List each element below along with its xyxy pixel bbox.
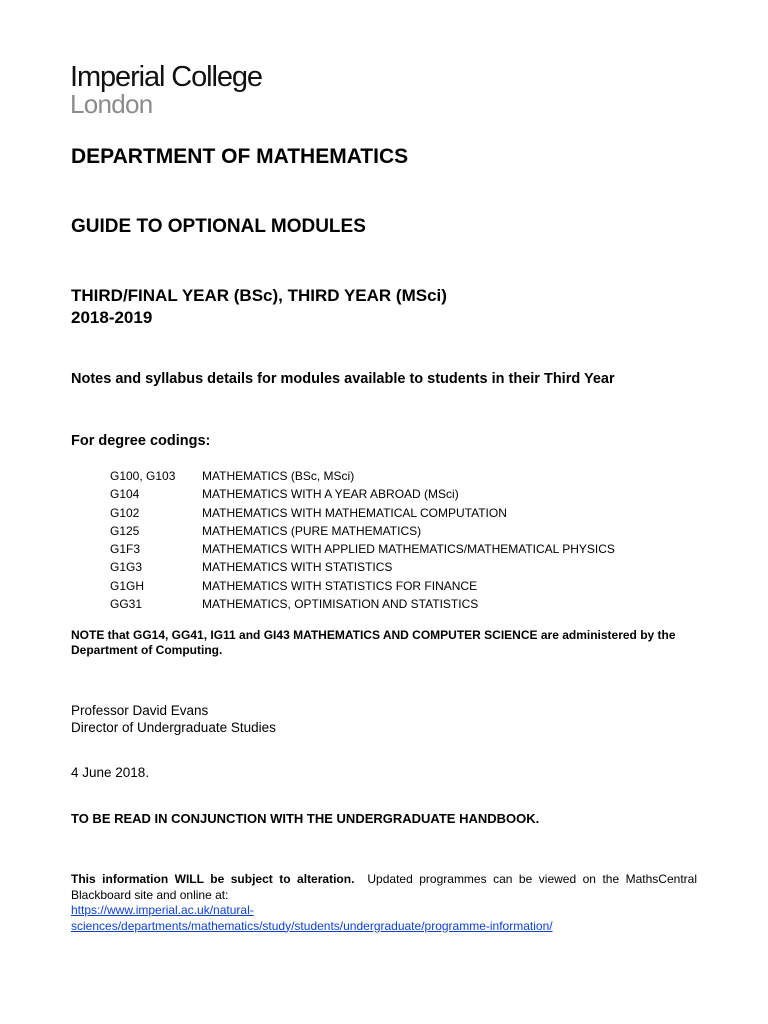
year-heading-line-2: 2018-2019	[71, 308, 153, 327]
guide-title: GUIDE TO OPTIONAL MODULES	[71, 216, 366, 237]
link-line-1: https://www.imperial.ac.uk/natural-	[71, 903, 254, 917]
coding-row	[110, 558, 615, 576]
year-heading	[71, 285, 447, 329]
coding-row	[110, 467, 615, 485]
codings-list	[110, 467, 615, 613]
coding-name: MATHEMATICS WITH STATISTICS FOR FINANCE	[202, 578, 478, 593]
coding-code: G1F3	[110, 542, 141, 557]
coding-name: MATHEMATICS, OPTIMISATION AND STATISTICS	[202, 597, 479, 612]
coding-row	[110, 577, 615, 595]
link-line-2: sciences/departments/mathematics/study/students/undergraduate/programme-information/	[71, 918, 553, 933]
department-heading: DEPARTMENT OF MATHEMATICS	[71, 145, 409, 168]
coding-row	[110, 540, 615, 558]
signer-title: Director of Undergraduate Studies	[71, 720, 276, 735]
coding-name: MATHEMATICS WITH APPLIED MATHEMATICS/MATHEMATICAL PHYSICS	[202, 542, 615, 557]
computing-note: NOTE that GG14, GG41, IG11 and GI43 MATHEMATICS AND COMPUTER SCIENCE are administered by the Department of Computing.	[71, 628, 676, 657]
alteration-info	[71, 872, 697, 934]
coding-code: G104	[110, 487, 140, 502]
alteration-details: Updated programmes can be viewed on the MathsCentral Blackboard site and online at:	[71, 872, 697, 902]
coding-code: G1GH	[110, 578, 145, 593]
codings-heading: For degree codings:	[71, 433, 211, 449]
year-heading-line-1: THIRD/FINAL YEAR (BSc), THIRD YEAR (MSci)	[71, 286, 447, 305]
imperial-college-logo	[70, 62, 262, 118]
document-date: 4 June 2018.	[71, 765, 150, 780]
coding-name: MATHEMATICS WITH STATISTICS	[202, 560, 393, 575]
alteration-warning: This information WILL be subject to alteration.	[71, 872, 355, 886]
coding-code: GG31	[110, 597, 143, 612]
handbook-notice: TO BE READ IN CONJUNCTION WITH THE UNDERGRADUATE HANDBOOK.	[71, 811, 540, 826]
coding-name: MATHEMATICS (BSc, MSci)	[202, 469, 355, 483]
coding-row	[110, 504, 615, 522]
coding-code: G102	[110, 505, 140, 520]
logo-line-1: Imperial College	[70, 61, 262, 93]
signature-block	[71, 702, 276, 736]
notes-heading: Notes and syllabus details for modules available to students in their Third Year	[71, 371, 615, 387]
coding-name: MATHEMATICS WITH MATHEMATICAL COMPUTATION	[202, 505, 507, 520]
coding-code: G1G3	[110, 560, 143, 575]
coding-name: MATHEMATICS (PURE MATHEMATICS)	[202, 523, 422, 538]
programme-information-link[interactable]	[71, 903, 697, 934]
coding-row	[110, 522, 615, 540]
coding-code: G125	[110, 523, 140, 538]
coding-name: MATHEMATICS WITH A YEAR ABROAD (MSci)	[202, 487, 459, 502]
coding-row	[110, 595, 615, 613]
coding-code: G100, G103	[110, 469, 176, 483]
coding-row	[110, 485, 615, 503]
signer-name: Professor David Evans	[71, 703, 209, 718]
logo-line-2: London	[70, 89, 153, 119]
